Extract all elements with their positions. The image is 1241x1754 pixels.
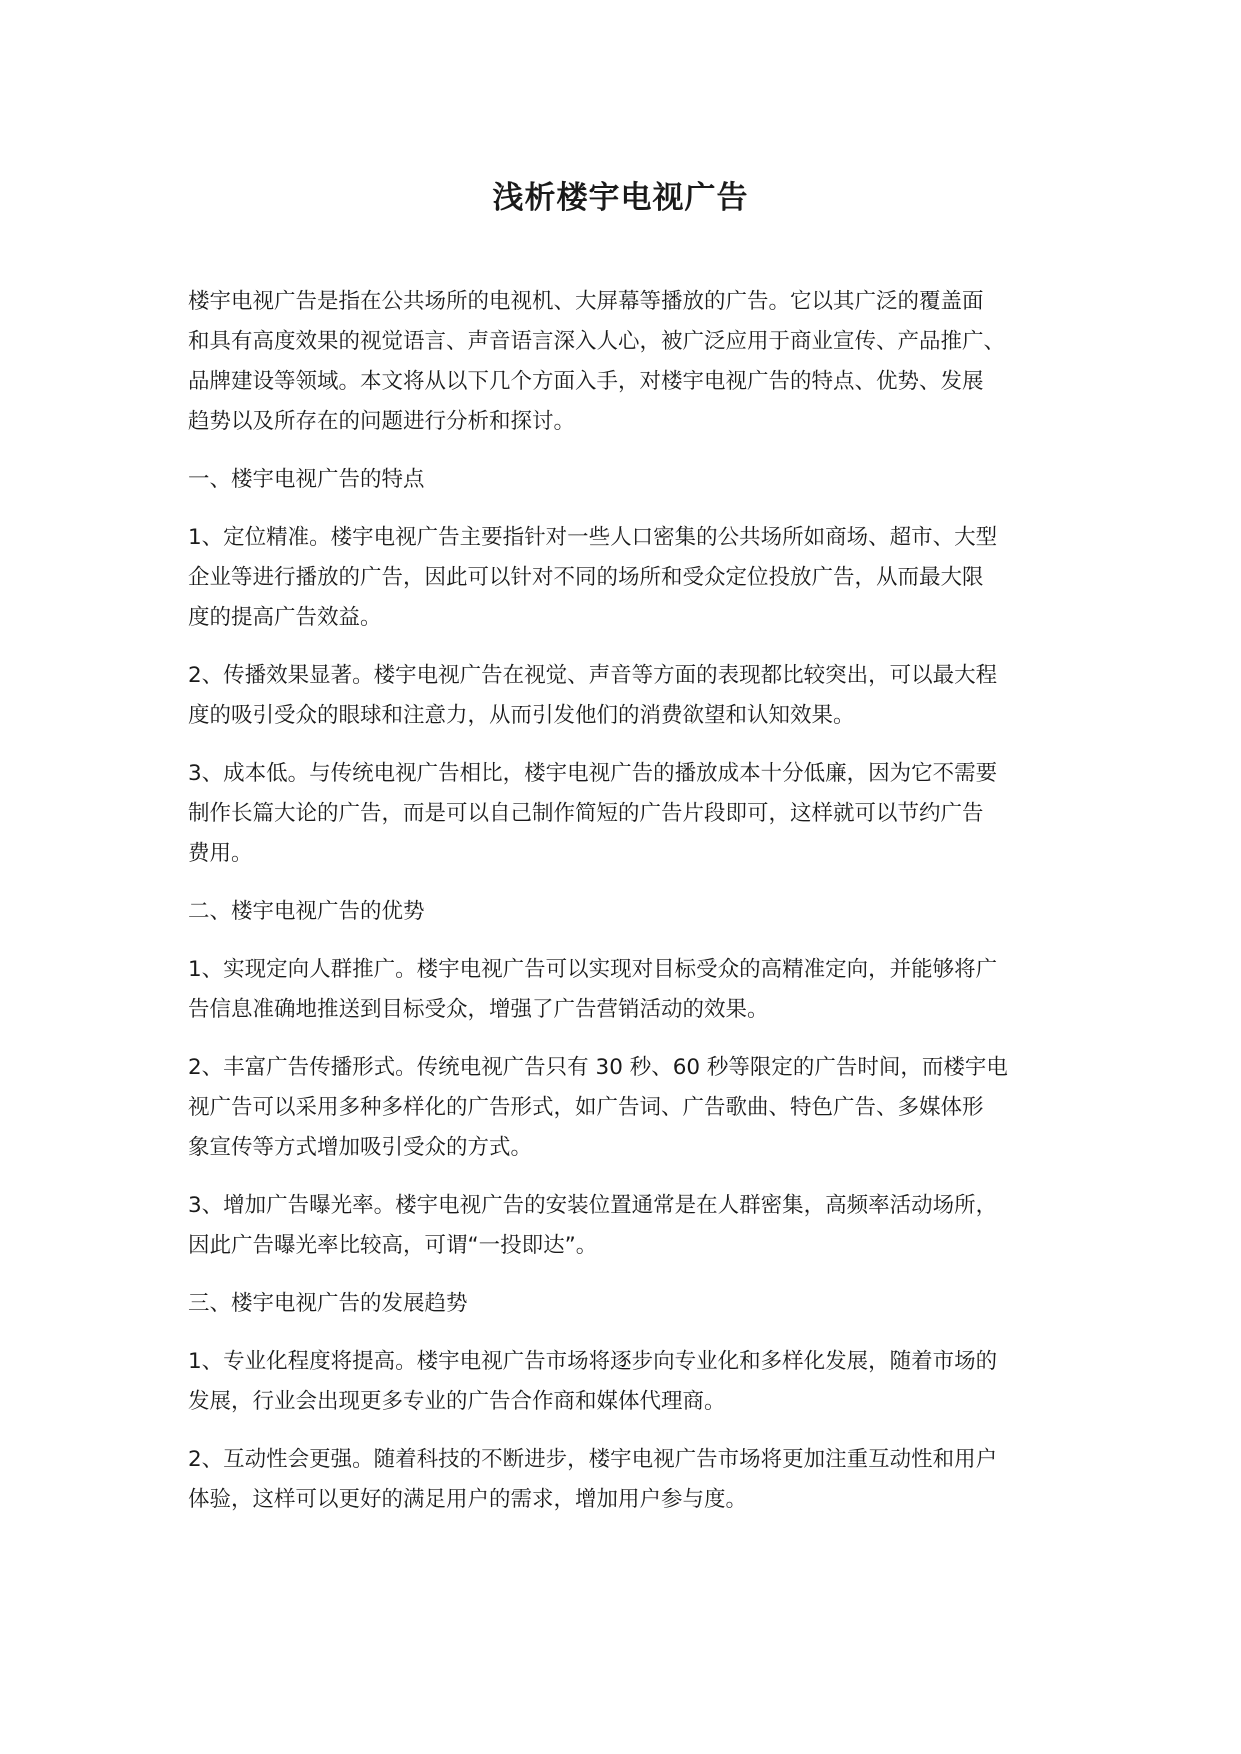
text-line: 1、专业化程度将提高。楼宇电视广告市场将逐步向专业化和多样化发展，随着市场的 xyxy=(188,1349,998,1374)
paragraph-feature-3 xyxy=(188,754,1073,874)
text-line: 度的吸引受众的眼球和注意力，从而引发他们的消费欲望和认知效果。 xyxy=(188,703,855,728)
document-title: 浅析楼宇电视广告 xyxy=(492,180,749,216)
paragraph-trend-2 xyxy=(188,1440,1073,1520)
text-line: 3、增加广告曝光率。楼宇电视广告的安装位置通常是在人群密集，高频率活动场所， xyxy=(188,1193,998,1218)
paragraph-feature-2 xyxy=(188,656,1073,736)
text-line: 度的提高广告效益。 xyxy=(188,605,382,630)
text-line: 趋势以及所存在的问题进行分析和探讨。 xyxy=(188,409,576,434)
text-line: 体验，这样可以更好的满足用户的需求，增加用户参与度。 xyxy=(188,1487,748,1512)
text-line: 楼宇电视广告是指在公共场所的电视机、大屏幕等播放的广告。它以其广泛的覆盖面 xyxy=(188,289,984,314)
paragraph-advantage-1 xyxy=(188,950,1073,1030)
paragraph-intro xyxy=(188,282,1073,442)
text-line: 2、丰富广告传播形式。传统电视广告只有 30 秒、60 秒等限定的广告时间，而楼宇电 xyxy=(188,1055,1008,1080)
text-line: 费用。 xyxy=(188,841,253,866)
text-line: 象宣传等方式增加吸引受众的方式。 xyxy=(188,1135,533,1160)
text-line: 2、互动性会更强。随着科技的不断进步，楼宇电视广告市场将更加注重互动性和用户 xyxy=(188,1447,998,1472)
text-line: 品牌建设等领域。本文将从以下几个方面入手，对楼宇电视广告的特点、优势、发展 xyxy=(188,369,984,394)
paragraph-advantage-2 xyxy=(188,1048,1073,1168)
document-body xyxy=(188,282,1073,1538)
text-line: 1、定位精准。楼宇电视广告主要指针对一些人口密集的公共场所如商场、超市、大型 xyxy=(188,525,998,550)
text-line: 制作长篇大论的广告，而是可以自己制作简短的广告片段即可，这样就可以节约广告 xyxy=(188,801,984,826)
text-line: 和具有高度效果的视觉语言、声音语言深入人心，被广泛应用于商业宣传、产品推广、 xyxy=(188,329,1006,354)
section-heading-features: 一、楼宇电视广告的特点 xyxy=(188,467,425,492)
text-line: 视广告可以采用多种多样化的广告形式，如广告词、广告歌曲、特色广告、多媒体形 xyxy=(188,1095,984,1120)
text-line: 3、成本低。与传统电视广告相比，楼宇电视广告的播放成本十分低廉，因为它不需要 xyxy=(188,761,998,786)
text-line: 1、实现定向人群推广。楼宇电视广告可以实现对目标受众的高精准定向，并能够将广 xyxy=(188,957,998,982)
section-heading-trends: 三、楼宇电视广告的发展趋势 xyxy=(188,1291,468,1316)
paragraph-feature-1 xyxy=(188,518,1073,638)
paragraph-advantage-3 xyxy=(188,1186,1073,1266)
text-line: 2、传播效果显著。楼宇电视广告在视觉、声音等方面的表现都比较突出，可以最大程 xyxy=(188,663,998,688)
section-heading-advantages: 二、楼宇电视广告的优势 xyxy=(188,899,425,924)
text-line: 因此广告曝光率比较高，可谓“一投即达”。 xyxy=(188,1233,598,1258)
paragraph-trend-1 xyxy=(188,1342,1073,1422)
text-line: 发展，行业会出现更多专业的广告合作商和媒体代理商。 xyxy=(188,1389,726,1414)
text-line: 企业等进行播放的广告，因此可以针对不同的场所和受众定位投放广告，从而最大限 xyxy=(188,565,984,590)
text-line: 告信息准确地推送到目标受众，增强了广告营销活动的效果。 xyxy=(188,997,769,1022)
